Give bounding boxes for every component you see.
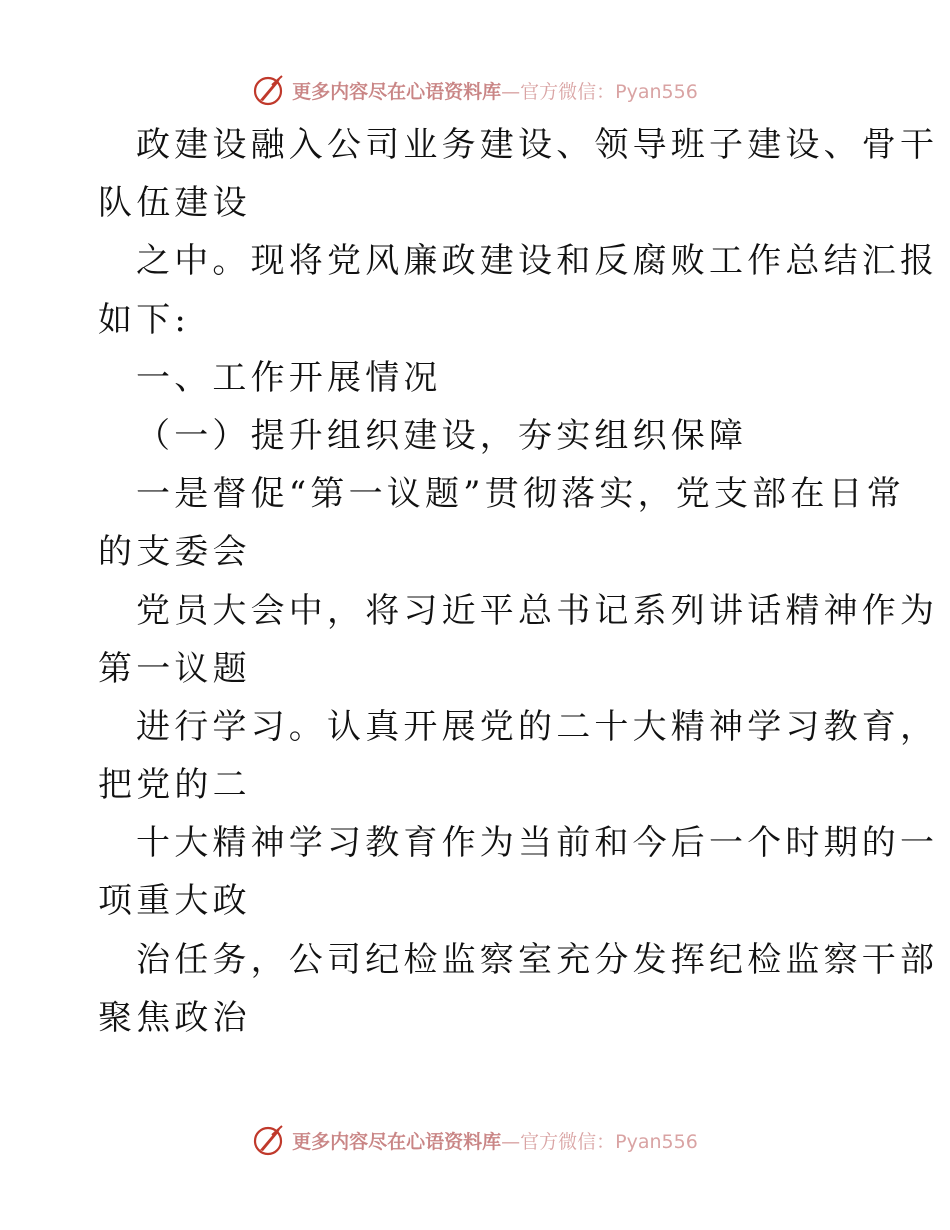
text-line: 聚焦政治 [98, 997, 251, 1038]
footer-banner [0, 1120, 950, 1160]
header-dash: — [501, 80, 521, 103]
header-banner [0, 70, 950, 110]
footer-brand-text: 更多内容尽在心语资料库 [292, 1130, 502, 1153]
text-line: 第一议题 [98, 648, 251, 689]
text-line: 十大精神学习教育作为当前和今后一个时期的一 [136, 823, 939, 864]
quill-logo-icon [252, 73, 286, 107]
text-line: 之中。现将党风廉政建设和反腐败工作总结汇报 [136, 241, 939, 282]
text-line: 一是督促“第一议题”贯彻落实，党支部在日常 [136, 474, 905, 515]
footer-dash: — [501, 1130, 521, 1153]
text-line: 把党的二 [98, 765, 251, 806]
header-wechat-text: 官方微信：Pyan556 [520, 80, 698, 103]
text-line: 如下: [98, 299, 191, 340]
text-line: 项重大政 [98, 881, 251, 922]
document-body [98, 116, 939, 1047]
text-line: （一）提升组织建设，夯实组织保障 [136, 415, 748, 456]
text-line: 进行学习。认真开展党的二十大精神学习教育， [136, 706, 939, 747]
text-line: 政建设融入公司业务建设、领导班子建设、骨干 [136, 125, 939, 165]
text-line: 一、工作开展情况 [136, 357, 442, 398]
footer-wechat-text: 官方微信：Pyan556 [520, 1130, 698, 1153]
text-line: 队伍建设 [98, 183, 251, 224]
quill-logo-icon [252, 1123, 286, 1157]
header-brand-text: 更多内容尽在心语资料库 [292, 80, 502, 103]
text-line: 治任务，公司纪检监察室充分发挥纪检监察干部 [136, 939, 939, 980]
text-line: 的支委会 [98, 532, 251, 573]
text-line: 党员大会中，将习近平总书记系列讲话精神作为 [136, 590, 939, 631]
